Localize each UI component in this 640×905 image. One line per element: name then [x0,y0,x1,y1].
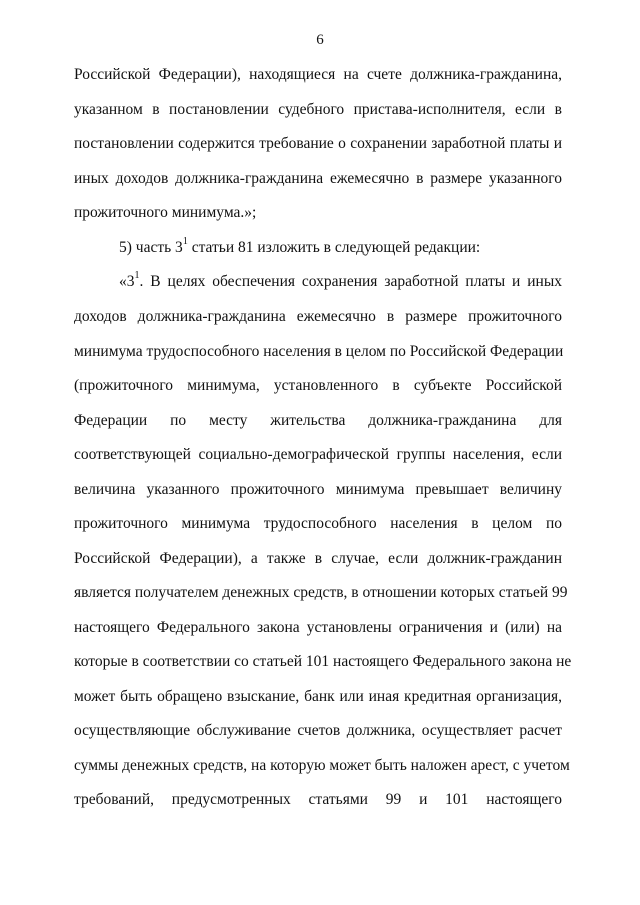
text-line: требований, предусмотренных статьями 99 и 101 настоящего [74,791,562,808]
text-line: (прожиточного минимума, установленного в субъекте Российской [74,377,562,394]
text-line: минимума трудоспособного населения в целом по Российской Федерации [74,343,564,360]
text-line-list-item: 5) часть $3^1$ статьи 81 изложить в следующей редакции: [119,235,481,256]
text-line: является получателем денежных средств, в отношении которых статьей 99 [74,584,568,601]
text-line: которые в соответствии со статьей 101 настоящего Федерального закона не [74,653,572,670]
text-line: настоящего Федерального закона установлены ограничения и (или) на [74,619,562,636]
text-line: иных доходов должника-гражданина ежемесячно в размере указанного [74,170,562,187]
page-number: 6 [316,32,324,48]
text-line: соответствующей социально-демографической группы населения, если [74,446,562,463]
text-line: может быть обращено взыскание, банк или иная кредитная организация, [74,688,562,705]
text-line: прожиточного минимума.»; [74,204,257,221]
text-line: суммы денежных средств, на которую может быть наложен арест, с учетом [74,757,570,774]
superscript: 1 [182,235,188,247]
text-line: доходов должника-гражданина ежемесячно в размере прожиточного [74,308,562,325]
text-line-article-start: «$3^1$. В целях обеспечения сохранения заработной платы и иных [119,269,562,290]
text-line: Российской Федерации), а также в случае, если должник-гражданин [74,550,562,567]
text-line: величина указанного прожиточного минимума превышает величину [74,481,562,498]
text-line: Федерации по месту жительства должника-гражданина для [74,412,562,429]
text-line: осуществляющие обслуживание счетов должника, осуществляет расчет [74,722,562,739]
text-line: прожиточного минимума трудоспособного населения в целом по [74,515,562,532]
text-line: указанном в постановлении судебного пристава-исполнителя, если в [74,101,562,118]
text-line: Российской Федерации), находящиеся на счете должника-гражданина, [74,66,562,83]
superscript: 1 [134,269,140,281]
text-line: постановлении содержится требование о сохранении заработной платы и [74,135,562,152]
